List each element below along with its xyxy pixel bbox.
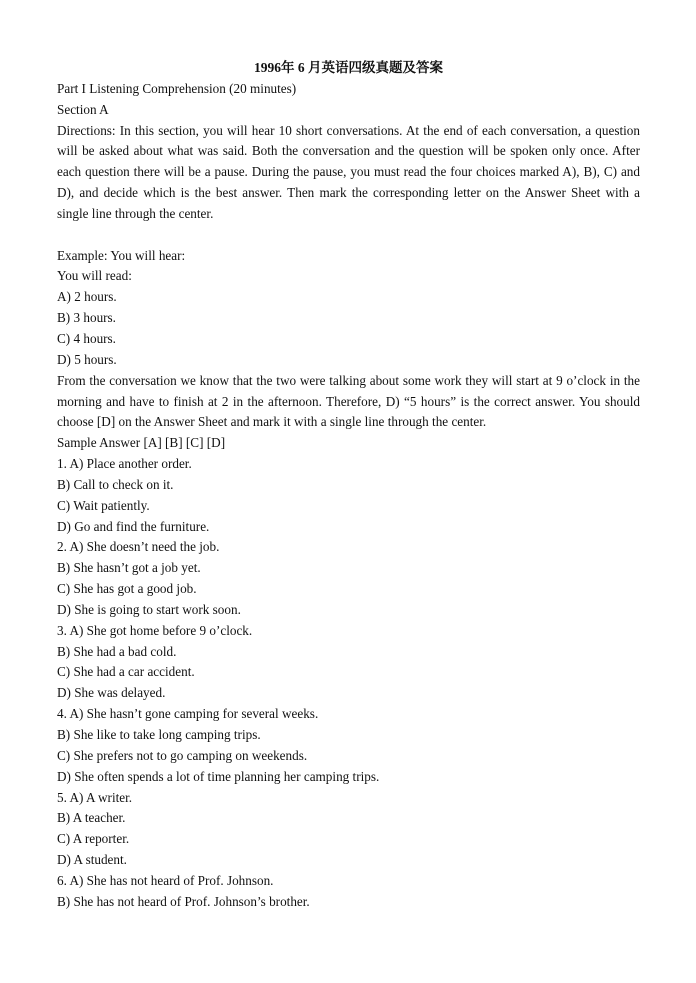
question-option: C) She has got a good job.: [57, 581, 197, 597]
blank-line: [57, 225, 640, 246]
example-option: C) 4 hours.: [57, 330, 116, 346]
question-option: D) Go and find the furniture.: [57, 518, 210, 534]
question-option: 5. A) A writer.: [57, 789, 133, 805]
question-option: 6. A) She has not heard of Prof. Johnson.: [57, 872, 274, 888]
question-option: 1. A) Place another order.: [57, 456, 192, 472]
document-page: [57, 58, 640, 913]
question-option: B) She hasn’t got a job yet.: [57, 560, 201, 576]
question-option: 3. A) She got home before 9 o’clock.: [57, 622, 253, 638]
example-hear: Example: You will hear:: [57, 247, 186, 263]
example-option: D) 5 hours.: [57, 351, 117, 367]
example-read: You will read:: [57, 268, 132, 284]
example-option: B) 3 hours.: [57, 310, 116, 326]
question-option: B) A teacher.: [57, 810, 126, 826]
sample-answer: Sample Answer [A] [B] [C] [D]: [57, 435, 226, 451]
question-option: D) She often spends a lot of time planning her camping trips.: [57, 768, 380, 784]
question-option: B) She had a bad cold.: [57, 643, 177, 659]
question-option: B) She like to take long camping trips.: [57, 727, 261, 742]
question-option: B) Call to check on it.: [57, 476, 174, 492]
question-option: C) A reporter.: [57, 831, 130, 847]
question-option: 2. A) She doesn’t need the job.: [57, 539, 220, 555]
example-explanation: From the conversation we know that the two were talking about some work they will start at 9 o’clock in the morning and have to finish at 2 in the afternoon. Therefore, D) “5 hours” is the correct answer. You should choose [D] on the Answer Sheet and mark it with a single line through the center.: [57, 372, 640, 430]
question-option: C) She prefers not to go camping on weekends.: [57, 747, 308, 763]
section-heading: Section A: [57, 101, 109, 117]
question-option: C) She had a car accident.: [57, 664, 195, 680]
document-title: 1996年 6 月英语四级真题及答案: [254, 60, 443, 75]
question-option: 4. A) She hasn’t gone camping for several weeks.: [57, 706, 319, 722]
example-option: A) 2 hours.: [57, 289, 117, 305]
question-option: B) She has not heard of Prof. Johnson’s brother.: [57, 893, 310, 909]
question-option: D) She was delayed.: [57, 685, 166, 701]
question-option: D) A student.: [57, 852, 127, 868]
part-heading: Part I Listening Comprehension (20 minutes): [57, 80, 297, 96]
question-option: D) She is going to start work soon.: [57, 601, 241, 617]
question-option: C) Wait patiently.: [57, 497, 150, 513]
directions-paragraph: Directions: In this section, you will hear 10 short conversations. At the end of each conversation, a question will be asked about what was said. Both the conversation and the question will be spoken only once. After each question there will be a pause. During the pause, you must read the four choices marked A), B), C) and D), and decide which is the best answer. Then mark the corresponding letter on the Answer Sheet with a single line through the center.: [57, 122, 640, 221]
